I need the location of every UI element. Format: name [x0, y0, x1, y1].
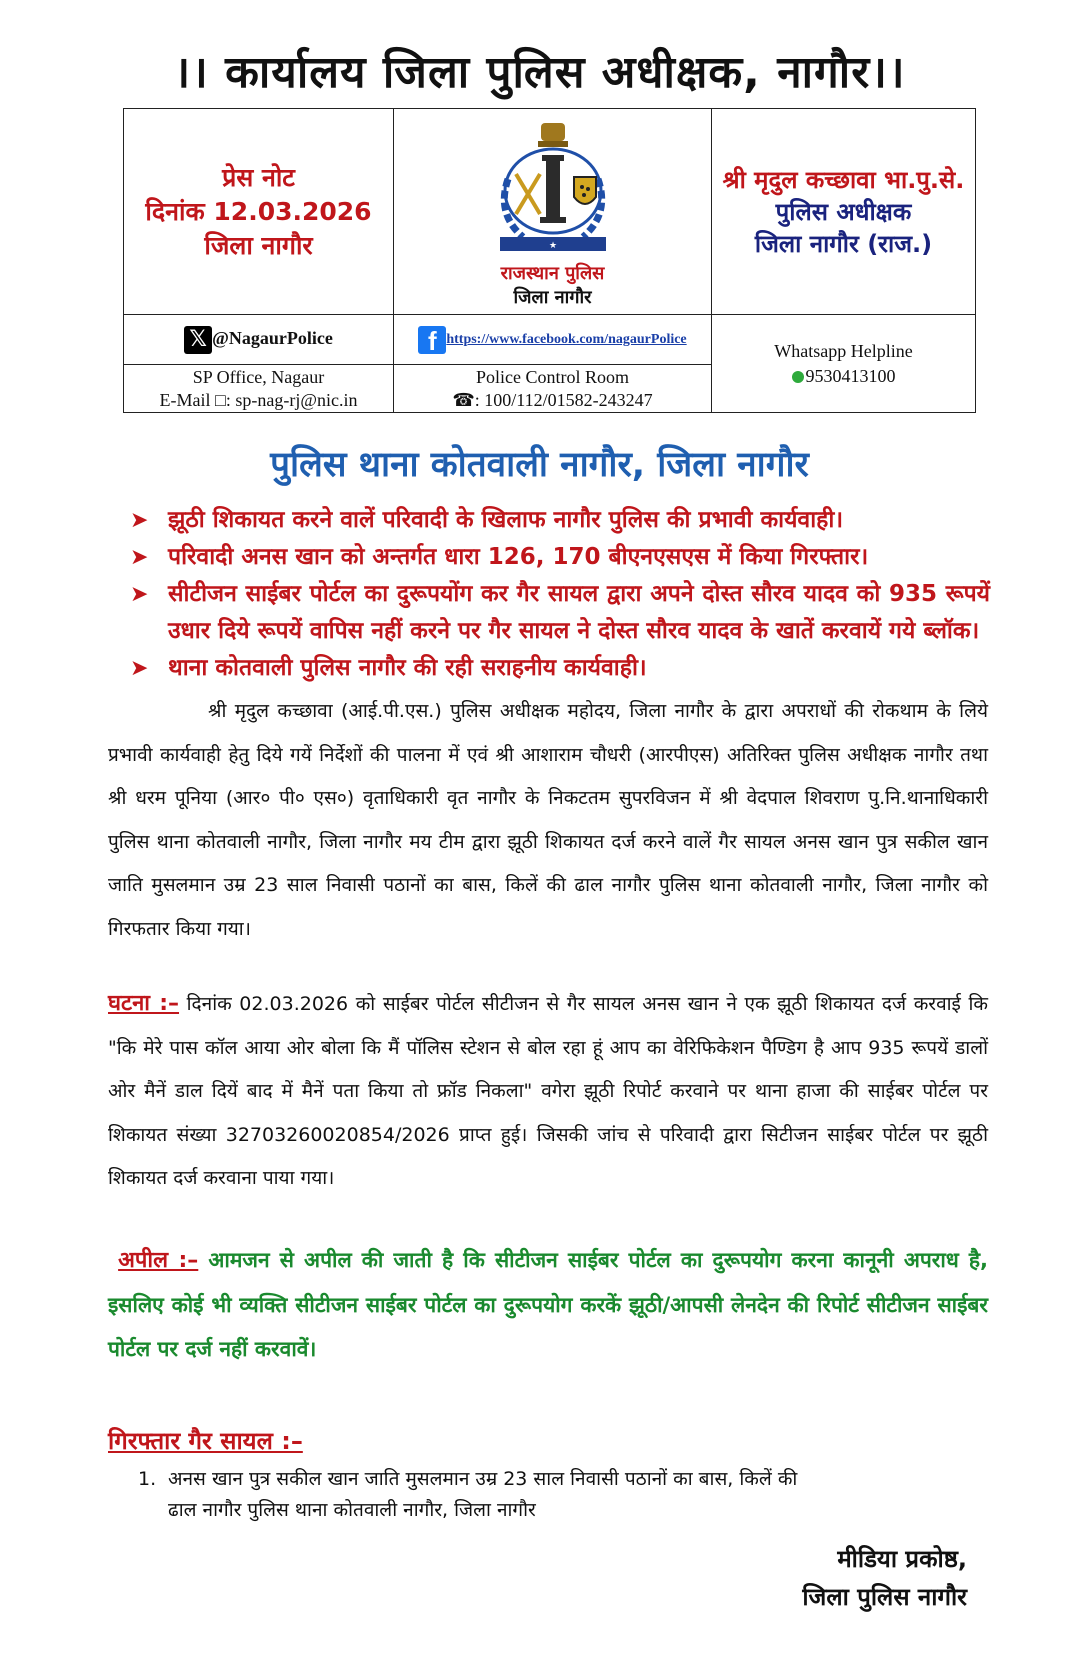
facebook-cell: [394, 315, 712, 365]
signature-line2: जिला पुलिस नागौर: [802, 1583, 967, 1611]
press-note-district: जिला नागौर: [204, 230, 313, 260]
highlight-item: ➤ परिवादी अनस खान को अन्तर्गत धारा 126, 170 बीएनएसएस में किया गिरफ्तार।: [130, 539, 990, 576]
appeal-text: आमजन से अपील की जाती है कि सीटीजन साईबर पोर्टल का दुरूपयोग करना कानूनी अपराध है, इसलिए कोई भी व्यक्ति सीटीजन साईबर पोर्टल का दुरूपयोग करकें झूठी/आपसी लेनदेन की रिपोर्ट सीटीजन साईबर पोर्टल पर दर्ज नहीं करवावें।: [108, 1248, 988, 1361]
logo-caption-rajasthan-police: राजस्थान पुलिस: [500, 262, 605, 284]
twitter-cell: [124, 315, 394, 365]
control-room-label: Police Control Room: [476, 366, 629, 387]
press-note-label: प्रेस नोट: [222, 162, 295, 192]
phone-icon: ☎: [452, 389, 475, 410]
station-title: पुलिस थाना कोतवाली नागौर, जिला नागौर: [270, 445, 809, 485]
signature-line1: मीडिया प्रकोष्ठ,: [837, 1545, 967, 1573]
officer-name: श्री मृदुल कच्छावा भा.पु.से.: [722, 165, 965, 194]
officer-district: जिला नागौर (राज.): [754, 229, 933, 258]
officer-post: पुलिस अधीक्षक: [775, 197, 912, 226]
office-title: ।। कार्यालय जिला पुलिस अधीक्षक, नागौर।।: [173, 47, 906, 98]
arrested-item-line2: ढाल नागौर पुलिस थाना कोतवाली नागौर, जिला नागौर: [168, 1499, 536, 1521]
logo-cell: [394, 109, 712, 315]
highlights-list: [130, 502, 990, 687]
header-table: [123, 108, 976, 413]
arrested-item-line1: अनस खान पुत्र सकील खान जाति मुसलमान उम्र 23 साल निवासी पठानों का बास, किलें की: [168, 1468, 798, 1490]
arrested-list: [138, 1464, 988, 1526]
highlight-item: ➤ थाना कोतवाली पुलिस नागौर की रही सराहनीय कार्यवाही।: [130, 650, 990, 687]
incident-text: दिनांक 02.03.2026 को साईबर पोर्टल सीटीजन से गैर सायल अनस खान ने एक झूठी शिकायत दर्ज करवाई कि "कि मेरे पास कॉल आया ओर बोला कि मैं पॉलिस स्टेशन से बोल रहा हूं आप का वेरिफिकेशन पैण्डिग है आप 935 रूपयें डालों ओर मैनें डाल दियें बाद में मैनें पता किया तो फ्रॉड निकला" वगेरा झूठी रिपोर्ट करवाने पर थाना हाजा की साईबर पोर्टल पर शिकायत संख्या 32703260020854/2026 प्राप्त हुई। जिसकी जांच से परिवादी द्वारा सिटीजन साईबर पोर्टल पर झूठी शिकायत दर्ज करवाना पाया गया।: [108, 993, 988, 1189]
sp-office-label: SP Office, Nagaur: [192, 366, 325, 387]
x-twitter-icon: 𝕏: [184, 326, 212, 354]
svg-text:★: ★: [548, 240, 557, 251]
control-room-cell: [394, 365, 712, 413]
signature-block: [802, 1540, 967, 1616]
incident-label: घटना :–: [108, 991, 180, 1016]
facebook-link[interactable]: https://www.facebook.com/nagaurPolice: [446, 331, 687, 347]
whatsapp-label: Whatsapp Helpline: [774, 340, 913, 361]
press-note-cell: [124, 109, 394, 315]
arrow-icon: ➤: [130, 545, 149, 570]
arrow-icon: ➤: [130, 582, 149, 607]
incident-paragraph: [108, 982, 988, 1201]
appeal-paragraph: [108, 1238, 988, 1371]
whatsapp-cell: [712, 315, 976, 413]
arrested-item: [138, 1464, 988, 1495]
email-text[interactable]: E-Mail □: sp-nag-rj@nic.in: [159, 389, 358, 410]
intro-paragraph: श्री मृदुल कच्छावा (आई.पी.एस.) पुलिस अधीक्षक महोदय, जिला नागौर के द्वारा अपराधों की रोकथाम के लिये प्रभावी कार्यवाही हेतु दिये गयें निर्देशों की पालना में एवं श्री आशाराम चौधरी (आरपीएस) अतिरिक्त पुलिस अधीक्षक नागौर तथा श्री धरम पूनिया (आर० पी० एस०) वृताधिकारी वृत नागौर के निकटतम सुपरविजन में श्री वेदपाल शिवराण पु.नि.थानाधिकारी पुलिस थाना कोतवाली नागौर, जिला नागौर मय टीम द्वारा झूठी शिकायत दर्ज करने वालें गैर सायल अनस खान पुत्र सकील खान जाति मुसलमान उम्र 23 साल निवासी पठानों का बास, किलें की ढाल नागौर पुलिस थाना कोतवाली नागौर, जिला नागौर को गिरफतार किया गया।: [108, 700, 988, 940]
officer-cell: [712, 109, 976, 315]
highlight-item: ➤ सीटीजन साईबर पोर्टल का दुरूपयोंग कर गैर सायल द्वारा अपने दोस्त सौरव यादव को 935 रूपयें उधार दिये रूपयें वापिस नहीं करने पर गैर सायल ने दोस्त सौरव यादव के खातें करवायें गये ब्लॉक।: [130, 576, 990, 650]
arrested-item-number: 1.: [138, 1468, 157, 1490]
logo-caption-district: जिला नागौर: [513, 286, 592, 308]
whatsapp-icon: [792, 371, 804, 383]
arrow-icon: ➤: [130, 508, 149, 533]
arrested-heading: गिरफ्तार गैर सायल :–: [108, 1427, 303, 1455]
arrow-icon: ➤: [130, 656, 149, 681]
facebook-icon: f: [418, 326, 446, 354]
whatsapp-number[interactable]: 9530413100: [805, 365, 896, 386]
control-room-phone[interactable]: : 100/112/01582-243247: [474, 389, 653, 410]
rajasthan-police-emblem: [478, 119, 628, 259]
highlight-item: ➤ झूठी शिकायत करने वालें परिवादी के खिलाफ नागौर पुलिस की प्रभावी कार्यवाही।: [130, 502, 990, 539]
twitter-handle[interactable]: @NagaurPolice: [212, 327, 333, 348]
sp-office-cell: [124, 365, 394, 413]
appeal-label: अपील :–: [118, 1248, 199, 1273]
press-note-date: दिनांक 12.03.2026: [145, 196, 372, 226]
